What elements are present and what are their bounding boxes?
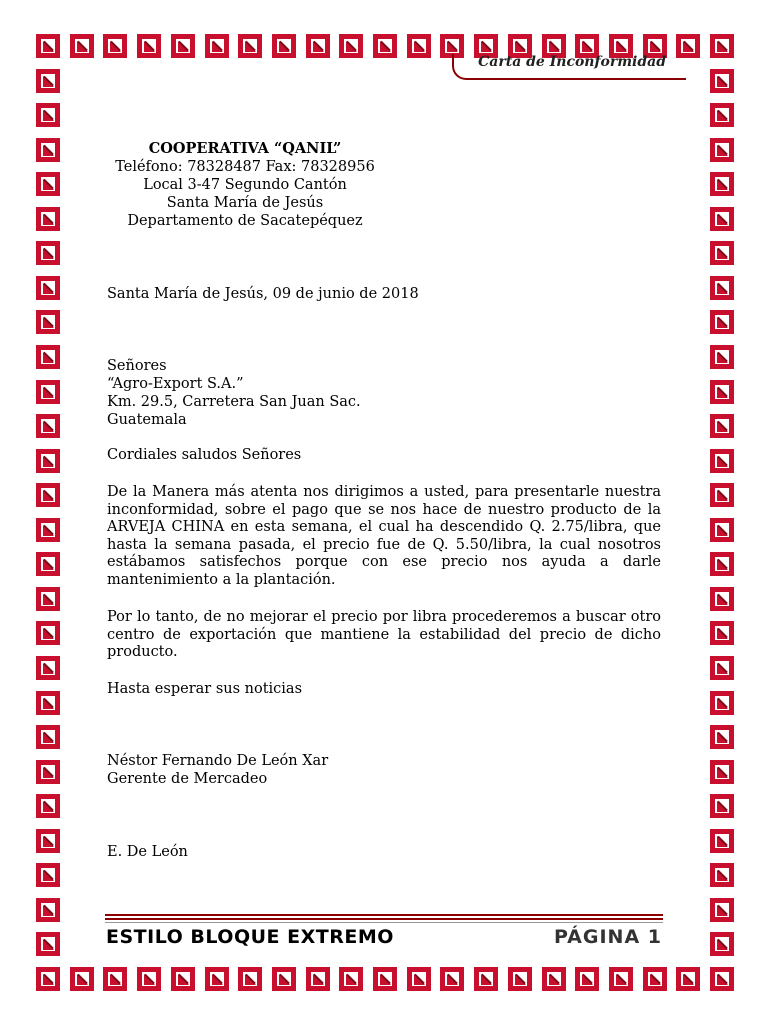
signature-title: Gerente de Mercadeo bbox=[107, 771, 268, 787]
border-tile-icon bbox=[137, 34, 161, 58]
border-tile-icon bbox=[440, 967, 464, 991]
border-tile-icon bbox=[36, 310, 60, 334]
border-tile-icon bbox=[306, 967, 330, 991]
border-tile-icon bbox=[710, 656, 734, 680]
border-tile-icon bbox=[710, 310, 734, 334]
border-tile-icon bbox=[710, 103, 734, 127]
border-tile-icon bbox=[373, 967, 397, 991]
border-tile-icon bbox=[171, 34, 195, 58]
border-tile-icon bbox=[710, 518, 734, 542]
border-tile-icon bbox=[710, 414, 734, 438]
border-tile-icon bbox=[710, 621, 734, 645]
body-paragraph-1: De la Manera más atenta nos dirigimos a usted, para presentarle nuestra inconformidad, sobre el pago que se nos hace de nuestro producto de la ARVEJA CHINA en esta semana, el cual ha descendido Q. 2.75/libra, que hasta la semana pasada, el precio fue de Q. 5.50/libra, la cual nosotros estábamos satisfechos porque con ese precio nos ayuda a darle mantenimiento a la plantación. bbox=[107, 484, 661, 588]
border-tile-icon bbox=[36, 34, 60, 58]
border-tile-icon bbox=[542, 967, 566, 991]
border-tile-icon bbox=[36, 241, 60, 265]
closing-line: Hasta esperar sus noticias bbox=[107, 681, 303, 697]
border-tile-icon bbox=[710, 760, 734, 784]
border-tile-icon bbox=[609, 967, 633, 991]
border-tile-icon bbox=[103, 34, 127, 58]
border-tile-icon bbox=[710, 932, 734, 956]
footer-style-label: ESTILO BLOQUE EXTREMO bbox=[106, 926, 394, 948]
border-tile-icon bbox=[36, 552, 60, 576]
border-tile-icon bbox=[710, 863, 734, 887]
signature-name: Néstor Fernando De León Xar bbox=[107, 753, 329, 769]
greeting: Cordiales saludos Señores bbox=[107, 447, 302, 463]
border-tile-icon bbox=[36, 863, 60, 887]
border-tile-icon bbox=[474, 967, 498, 991]
border-tile-icon bbox=[36, 103, 60, 127]
border-tile-icon bbox=[407, 34, 431, 58]
border-tile-icon bbox=[710, 898, 734, 922]
border-tile-icon bbox=[205, 967, 229, 991]
border-tile-icon bbox=[36, 172, 60, 196]
border-tile-icon bbox=[238, 34, 262, 58]
border-tile-icon bbox=[36, 138, 60, 162]
border-tile-icon bbox=[710, 380, 734, 404]
border-tile-icon bbox=[710, 725, 734, 749]
border-tile-icon bbox=[70, 967, 94, 991]
border-tile-icon bbox=[36, 69, 60, 93]
border-tile-icon bbox=[36, 518, 60, 542]
border-tile-icon bbox=[508, 967, 532, 991]
border-tile-icon bbox=[36, 345, 60, 369]
signature-block bbox=[107, 752, 328, 788]
border-tile-icon bbox=[137, 967, 161, 991]
border-tile-icon bbox=[710, 172, 734, 196]
border-tile-icon bbox=[676, 967, 700, 991]
border-tile-icon bbox=[710, 587, 734, 611]
org-city: Santa María de Jesús bbox=[166, 195, 324, 211]
org-phone: Teléfono: 78328487 Fax: 78328956 bbox=[115, 159, 375, 175]
border-tile-icon bbox=[710, 34, 734, 58]
recipient-address: Km. 29.5, Carretera San Juan Sac. bbox=[107, 394, 361, 410]
border-tile-icon bbox=[36, 829, 60, 853]
border-tile-icon bbox=[339, 967, 363, 991]
border-tile-icon bbox=[407, 967, 431, 991]
border-tile-icon bbox=[205, 34, 229, 58]
border-tile-icon bbox=[36, 967, 60, 991]
border-tile-icon bbox=[36, 760, 60, 784]
border-tile-icon bbox=[710, 552, 734, 576]
border-tile-icon bbox=[36, 483, 60, 507]
border-tile-icon bbox=[710, 207, 734, 231]
header-tab bbox=[452, 54, 686, 80]
border-tile-icon bbox=[238, 967, 262, 991]
border-tile-icon bbox=[36, 621, 60, 645]
border-tile-icon bbox=[339, 34, 363, 58]
border-tile-icon bbox=[710, 794, 734, 818]
border-tile-icon bbox=[36, 691, 60, 715]
border-tile-icon bbox=[710, 691, 734, 715]
border-tile-icon bbox=[710, 345, 734, 369]
border-tile-icon bbox=[710, 449, 734, 473]
border-tile-icon bbox=[575, 967, 599, 991]
border-tile-icon bbox=[710, 276, 734, 300]
border-tile-icon bbox=[272, 34, 296, 58]
border-tile-icon bbox=[306, 34, 330, 58]
border-tile-icon bbox=[373, 34, 397, 58]
border-tile-icon bbox=[36, 898, 60, 922]
border-tile-icon bbox=[710, 241, 734, 265]
border-tile-icon bbox=[36, 380, 60, 404]
body-paragraph-2: Por lo tanto, de no mejorar el precio por libra procederemos a buscar otro centro de exportación que mantiene la estabilidad del precio de dicho producto. bbox=[107, 609, 661, 661]
border-tile-icon bbox=[710, 483, 734, 507]
border-tile-icon bbox=[36, 656, 60, 680]
border-tile-icon bbox=[272, 967, 296, 991]
org-department: Departamento de Sacatepéquez bbox=[127, 213, 363, 229]
recipient-company: “Agro-Export S.A.” bbox=[107, 376, 244, 392]
border-tile-icon bbox=[710, 967, 734, 991]
border-tile-icon bbox=[36, 207, 60, 231]
border-tile-icon bbox=[171, 967, 195, 991]
border-tile-icon bbox=[36, 932, 60, 956]
footer-rule bbox=[105, 914, 663, 923]
sender-block bbox=[110, 140, 380, 230]
border-tile-icon bbox=[103, 967, 127, 991]
border-tile-icon bbox=[36, 587, 60, 611]
border-tile-icon bbox=[643, 967, 667, 991]
footer-page-number: PÁGINA 1 bbox=[554, 926, 662, 948]
border-tile-icon bbox=[36, 725, 60, 749]
recipient-country: Guatemala bbox=[107, 412, 187, 428]
border-tile-icon bbox=[36, 794, 60, 818]
date-line: Santa María de Jesús, 09 de junio de 2018 bbox=[107, 286, 419, 302]
signature-initials: E. De León bbox=[107, 844, 188, 860]
header-tab-title: Carta de Inconformidad bbox=[478, 54, 666, 70]
border-tile-icon bbox=[70, 34, 94, 58]
recipient-block bbox=[107, 357, 361, 429]
border-tile-icon bbox=[36, 414, 60, 438]
border-tile-icon bbox=[36, 449, 60, 473]
border-tile-icon bbox=[710, 138, 734, 162]
org-address: Local 3-47 Segundo Cantón bbox=[143, 177, 347, 193]
border-tile-icon bbox=[710, 69, 734, 93]
recipient-salutation: Señores bbox=[107, 358, 167, 374]
org-name: COOPERATIVA “QANIL” bbox=[148, 140, 342, 157]
border-tile-icon bbox=[36, 276, 60, 300]
border-tile-icon bbox=[710, 829, 734, 853]
